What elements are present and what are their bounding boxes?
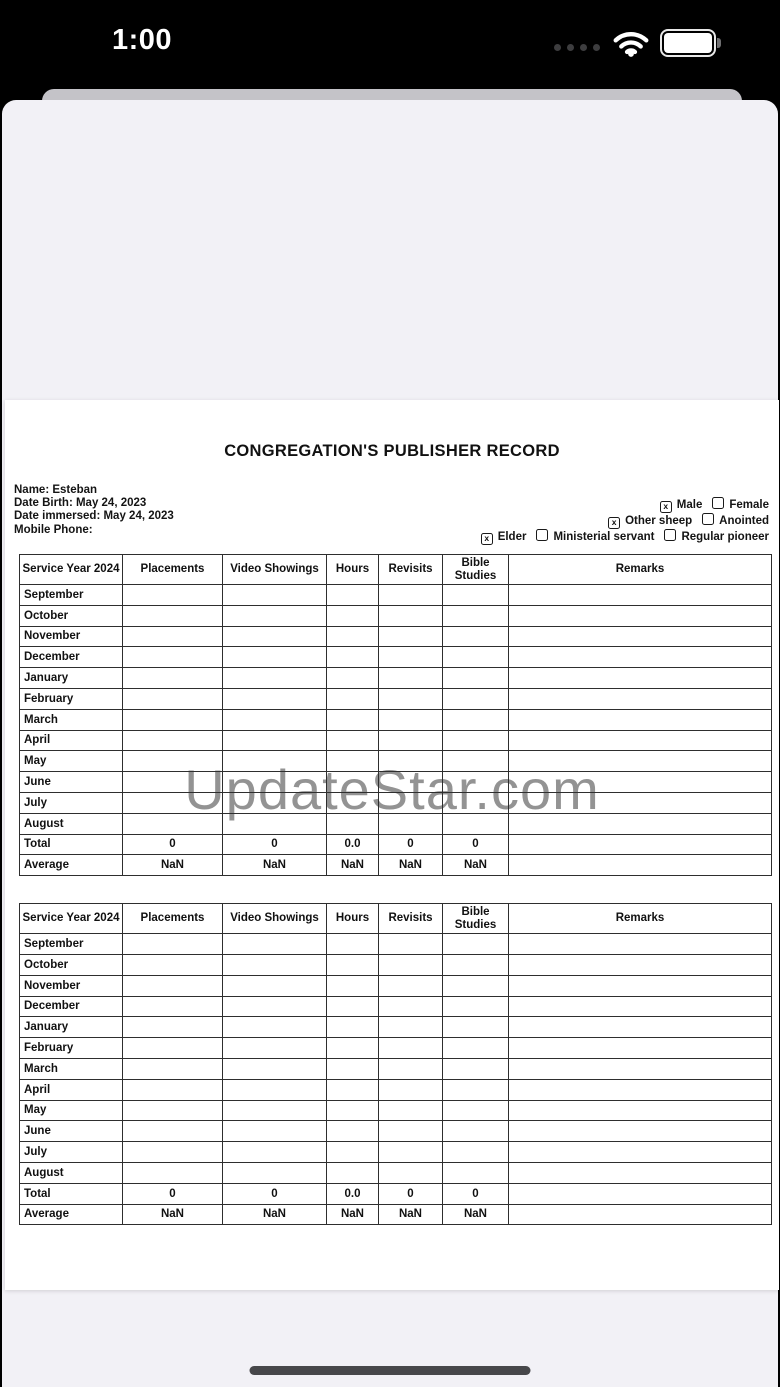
row-label-cell: July [20, 1142, 123, 1163]
checkbox-option [702, 515, 769, 527]
checkbox-groups [471, 497, 769, 545]
value-cell [123, 772, 223, 793]
value-cell [223, 954, 327, 975]
value-cell [223, 1079, 327, 1100]
value-cell [327, 730, 379, 751]
value-cell [379, 1017, 443, 1038]
table-row [20, 668, 772, 689]
value-cell [509, 1162, 772, 1183]
value-cell [379, 1162, 443, 1183]
table-row [20, 1162, 772, 1183]
value-cell [123, 1079, 223, 1100]
value-cell: 0 [123, 834, 223, 855]
value-cell [379, 605, 443, 626]
checkbox-row [471, 497, 769, 513]
value-cell [223, 1100, 327, 1121]
value-cell: NaN [223, 855, 327, 876]
column-header: Video Showings [223, 904, 327, 934]
table-row [20, 585, 772, 606]
value-cell [509, 855, 772, 876]
value-cell: NaN [379, 1204, 443, 1225]
value-cell [509, 975, 772, 996]
value-cell: NaN [223, 1204, 327, 1225]
home-indicator[interactable] [250, 1366, 531, 1375]
value-cell [509, 668, 772, 689]
value-cell [443, 813, 509, 834]
value-cell [327, 996, 379, 1017]
row-label-cell: May [20, 1100, 123, 1121]
value-cell [379, 1058, 443, 1079]
value-cell [123, 1142, 223, 1163]
value-cell [379, 1142, 443, 1163]
value-cell [327, 954, 379, 975]
value-cell [443, 1058, 509, 1079]
info-line: Mobile Phone: [14, 523, 93, 536]
value-cell [379, 730, 443, 751]
table-row [20, 813, 772, 834]
checked-checkbox-icon: x [481, 533, 493, 545]
row-label-cell: Total [20, 834, 123, 855]
publisher-record-table-2 [19, 903, 772, 1225]
column-header: Remarks [509, 904, 772, 934]
cellular-dots-icon [554, 44, 600, 51]
value-cell [327, 1038, 379, 1059]
checkbox-row [471, 513, 769, 529]
value-cell [379, 709, 443, 730]
value-cell [443, 772, 509, 793]
value-cell [327, 772, 379, 793]
table-row [20, 1058, 772, 1079]
value-cell [509, 1121, 772, 1142]
row-label-cell: August [20, 1162, 123, 1183]
column-header: Video Showings [223, 555, 327, 585]
value-cell [379, 751, 443, 772]
column-header: Placements [123, 904, 223, 934]
info-line: Date Birth: May 24, 2023 [14, 497, 147, 510]
value-cell [223, 688, 327, 709]
value-cell: NaN [443, 1204, 509, 1225]
row-label-cell: March [20, 709, 123, 730]
value-cell [123, 1100, 223, 1121]
value-cell [509, 813, 772, 834]
value-cell: 0.0 [327, 834, 379, 855]
value-cell [223, 730, 327, 751]
table-row [20, 855, 772, 876]
status-time: 1:00 [112, 24, 173, 56]
value-cell [123, 585, 223, 606]
checkbox-option [536, 531, 654, 543]
wifi-icon [612, 30, 650, 57]
value-cell [123, 1017, 223, 1038]
info-line: Date immersed: May 24, 2023 [14, 510, 174, 523]
value-cell [509, 751, 772, 772]
value-cell [123, 792, 223, 813]
value-cell [443, 585, 509, 606]
column-header: Bible Studies [443, 904, 509, 934]
value-cell [223, 934, 327, 955]
value-cell: NaN [123, 1204, 223, 1225]
table-row [20, 772, 772, 793]
value-cell [223, 792, 327, 813]
publisher-record-table-1 [19, 554, 772, 876]
value-cell [223, 605, 327, 626]
table-row [20, 1038, 772, 1059]
column-header: Revisits [379, 555, 443, 585]
table-row [20, 626, 772, 647]
checkbox-row [471, 529, 769, 545]
value-cell [509, 585, 772, 606]
checkbox-label: Male [676, 498, 703, 511]
value-cell [509, 730, 772, 751]
value-cell [509, 834, 772, 855]
row-label-cell: October [20, 954, 123, 975]
value-cell [379, 1079, 443, 1100]
value-cell [223, 1162, 327, 1183]
value-cell: NaN [327, 855, 379, 876]
value-cell [379, 647, 443, 668]
table-header-row [20, 555, 772, 585]
table-row [20, 954, 772, 975]
value-cell [509, 688, 772, 709]
row-label-cell: October [20, 605, 123, 626]
checkbox-label: Female [729, 498, 769, 511]
value-cell [379, 975, 443, 996]
value-cell [443, 709, 509, 730]
value-cell [223, 1142, 327, 1163]
value-cell [327, 792, 379, 813]
value-cell [327, 1142, 379, 1163]
row-label-cell: September [20, 934, 123, 955]
status-bar [0, 0, 780, 100]
value-cell [379, 813, 443, 834]
table-row [20, 1017, 772, 1038]
value-cell [379, 792, 443, 813]
row-label-cell: July [20, 792, 123, 813]
checkbox-label: Ministerial servant [553, 530, 655, 543]
column-header: Remarks [509, 555, 772, 585]
value-cell [327, 709, 379, 730]
value-cell [509, 647, 772, 668]
value-cell: 0 [123, 1183, 223, 1204]
value-cell [223, 585, 327, 606]
column-header: Hours [327, 555, 379, 585]
sheet-container [2, 100, 778, 1387]
value-cell [443, 605, 509, 626]
checkbox-option [664, 531, 769, 543]
row-label-cell: December [20, 647, 123, 668]
table-row [20, 709, 772, 730]
value-cell [327, 1017, 379, 1038]
table-row [20, 647, 772, 668]
table-row [20, 1100, 772, 1121]
table-row [20, 688, 772, 709]
value-cell [379, 772, 443, 793]
value-cell [379, 1100, 443, 1121]
value-cell [327, 1100, 379, 1121]
row-label-cell: December [20, 996, 123, 1017]
value-cell [327, 1162, 379, 1183]
row-label-cell: November [20, 626, 123, 647]
value-cell [443, 668, 509, 689]
unchecked-checkbox-icon [702, 513, 714, 525]
value-cell [123, 688, 223, 709]
value-cell [123, 668, 223, 689]
value-cell [443, 751, 509, 772]
table-row [20, 1079, 772, 1100]
row-label-cell: Average [20, 1204, 123, 1225]
checkbox-option [660, 499, 703, 511]
checked-checkbox-icon: x [660, 501, 672, 513]
value-cell [327, 1079, 379, 1100]
column-header: Service Year 2024 [20, 555, 123, 585]
value-cell [379, 1121, 443, 1142]
value-cell [443, 688, 509, 709]
table-row [20, 1121, 772, 1142]
table-row [20, 975, 772, 996]
column-header: Revisits [379, 904, 443, 934]
battery-icon [660, 29, 716, 57]
value-cell [379, 585, 443, 606]
value-cell [123, 1038, 223, 1059]
value-cell: NaN [327, 1204, 379, 1225]
value-cell [443, 647, 509, 668]
column-header: Hours [327, 904, 379, 934]
value-cell [443, 975, 509, 996]
value-cell [379, 1038, 443, 1059]
value-cell [509, 1058, 772, 1079]
value-cell [123, 605, 223, 626]
value-cell [443, 1121, 509, 1142]
value-cell [509, 954, 772, 975]
value-cell [223, 813, 327, 834]
value-cell: 0 [379, 834, 443, 855]
info-line: Name: Esteban [14, 484, 98, 496]
row-label-cell: September [20, 585, 123, 606]
value-cell [123, 709, 223, 730]
value-cell [443, 954, 509, 975]
row-label-cell: January [20, 668, 123, 689]
value-cell [509, 772, 772, 793]
value-cell [223, 668, 327, 689]
value-cell [223, 647, 327, 668]
row-label-cell: June [20, 1121, 123, 1142]
value-cell: 0 [223, 1183, 327, 1204]
value-cell [379, 996, 443, 1017]
value-cell [443, 1162, 509, 1183]
table-header-row [20, 904, 772, 934]
value-cell [223, 626, 327, 647]
table-row [20, 996, 772, 1017]
value-cell [123, 647, 223, 668]
checkbox-option [481, 531, 527, 543]
value-cell [327, 668, 379, 689]
value-cell [123, 730, 223, 751]
checkbox-option [712, 499, 769, 511]
value-cell [123, 1058, 223, 1079]
value-cell [509, 1100, 772, 1121]
checkbox-label: Anointed [719, 514, 769, 527]
table-row [20, 1204, 772, 1225]
value-cell [379, 688, 443, 709]
table-row [20, 751, 772, 772]
value-cell [443, 1038, 509, 1059]
row-label-cell: August [20, 813, 123, 834]
checkbox-label: Elder [497, 530, 527, 543]
value-cell: 0 [379, 1183, 443, 1204]
value-cell [123, 996, 223, 1017]
value-cell [443, 626, 509, 647]
table-row [20, 1142, 772, 1163]
unchecked-checkbox-icon [712, 497, 724, 509]
value-cell: 0 [223, 834, 327, 855]
checkbox-label: Other sheep [625, 514, 693, 527]
value-cell [327, 605, 379, 626]
table-row [20, 1183, 772, 1204]
value-cell [223, 1121, 327, 1142]
value-cell [223, 772, 327, 793]
value-cell: NaN [443, 855, 509, 876]
table-row [20, 792, 772, 813]
value-cell [327, 647, 379, 668]
value-cell [327, 813, 379, 834]
value-cell [327, 975, 379, 996]
table-row [20, 730, 772, 751]
value-cell [379, 934, 443, 955]
value-cell [443, 996, 509, 1017]
value-cell [123, 751, 223, 772]
checkbox-label: Regular pioneer [681, 530, 769, 543]
column-header: Bible Studies [443, 555, 509, 585]
value-cell [123, 1162, 223, 1183]
row-label-cell: April [20, 730, 123, 751]
status-icons [554, 29, 716, 57]
value-cell [443, 934, 509, 955]
value-cell [509, 709, 772, 730]
value-cell [223, 1058, 327, 1079]
value-cell [379, 954, 443, 975]
unchecked-checkbox-icon [664, 529, 676, 541]
value-cell [223, 975, 327, 996]
row-label-cell: February [20, 688, 123, 709]
column-header: Placements [123, 555, 223, 585]
value-cell [509, 934, 772, 955]
value-cell [223, 751, 327, 772]
table-row [20, 834, 772, 855]
value-cell [123, 934, 223, 955]
row-label-cell: Average [20, 855, 123, 876]
value-cell [509, 1183, 772, 1204]
value-cell [443, 730, 509, 751]
value-cell [379, 626, 443, 647]
value-cell [443, 792, 509, 813]
table-row [20, 605, 772, 626]
value-cell [327, 626, 379, 647]
value-cell: 0 [443, 1183, 509, 1204]
value-cell [123, 1121, 223, 1142]
value-cell: 0.0 [327, 1183, 379, 1204]
checked-checkbox-icon: x [608, 517, 620, 529]
value-cell [509, 996, 772, 1017]
row-label-cell: Total [20, 1183, 123, 1204]
personal-info [14, 484, 174, 537]
row-label-cell: January [20, 1017, 123, 1038]
value-cell [223, 996, 327, 1017]
value-cell [509, 1204, 772, 1225]
row-label-cell: March [20, 1058, 123, 1079]
value-cell [327, 934, 379, 955]
value-cell: NaN [123, 855, 223, 876]
value-cell [327, 1058, 379, 1079]
value-cell [443, 1142, 509, 1163]
row-label-cell: June [20, 772, 123, 793]
value-cell [123, 975, 223, 996]
value-cell [123, 954, 223, 975]
value-cell [327, 585, 379, 606]
publisher-record-document [5, 400, 779, 1290]
value-cell: 0 [443, 834, 509, 855]
value-cell: NaN [379, 855, 443, 876]
value-cell [509, 792, 772, 813]
value-cell [123, 813, 223, 834]
value-cell [223, 709, 327, 730]
value-cell [509, 1079, 772, 1100]
value-cell [223, 1038, 327, 1059]
value-cell [443, 1079, 509, 1100]
document-title: CONGREGATION'S PUBLISHER RECORD [224, 442, 560, 460]
value-cell [443, 1017, 509, 1038]
value-cell [327, 688, 379, 709]
row-label-cell: February [20, 1038, 123, 1059]
unchecked-checkbox-icon [536, 529, 548, 541]
watermark: UpdateStar.com [184, 758, 600, 821]
checkbox-option [608, 515, 692, 527]
value-cell [509, 1142, 772, 1163]
value-cell [509, 1038, 772, 1059]
table-row [20, 934, 772, 955]
row-label-cell: April [20, 1079, 123, 1100]
row-label-cell: May [20, 751, 123, 772]
value-cell [123, 626, 223, 647]
value-cell [327, 751, 379, 772]
value-cell [223, 1017, 327, 1038]
record-tables [19, 554, 771, 1225]
column-header: Service Year 2024 [20, 904, 123, 934]
value-cell [327, 1121, 379, 1142]
value-cell [509, 1017, 772, 1038]
value-cell [509, 626, 772, 647]
row-label-cell: November [20, 975, 123, 996]
value-cell [379, 668, 443, 689]
value-cell [443, 1100, 509, 1121]
value-cell [509, 605, 772, 626]
